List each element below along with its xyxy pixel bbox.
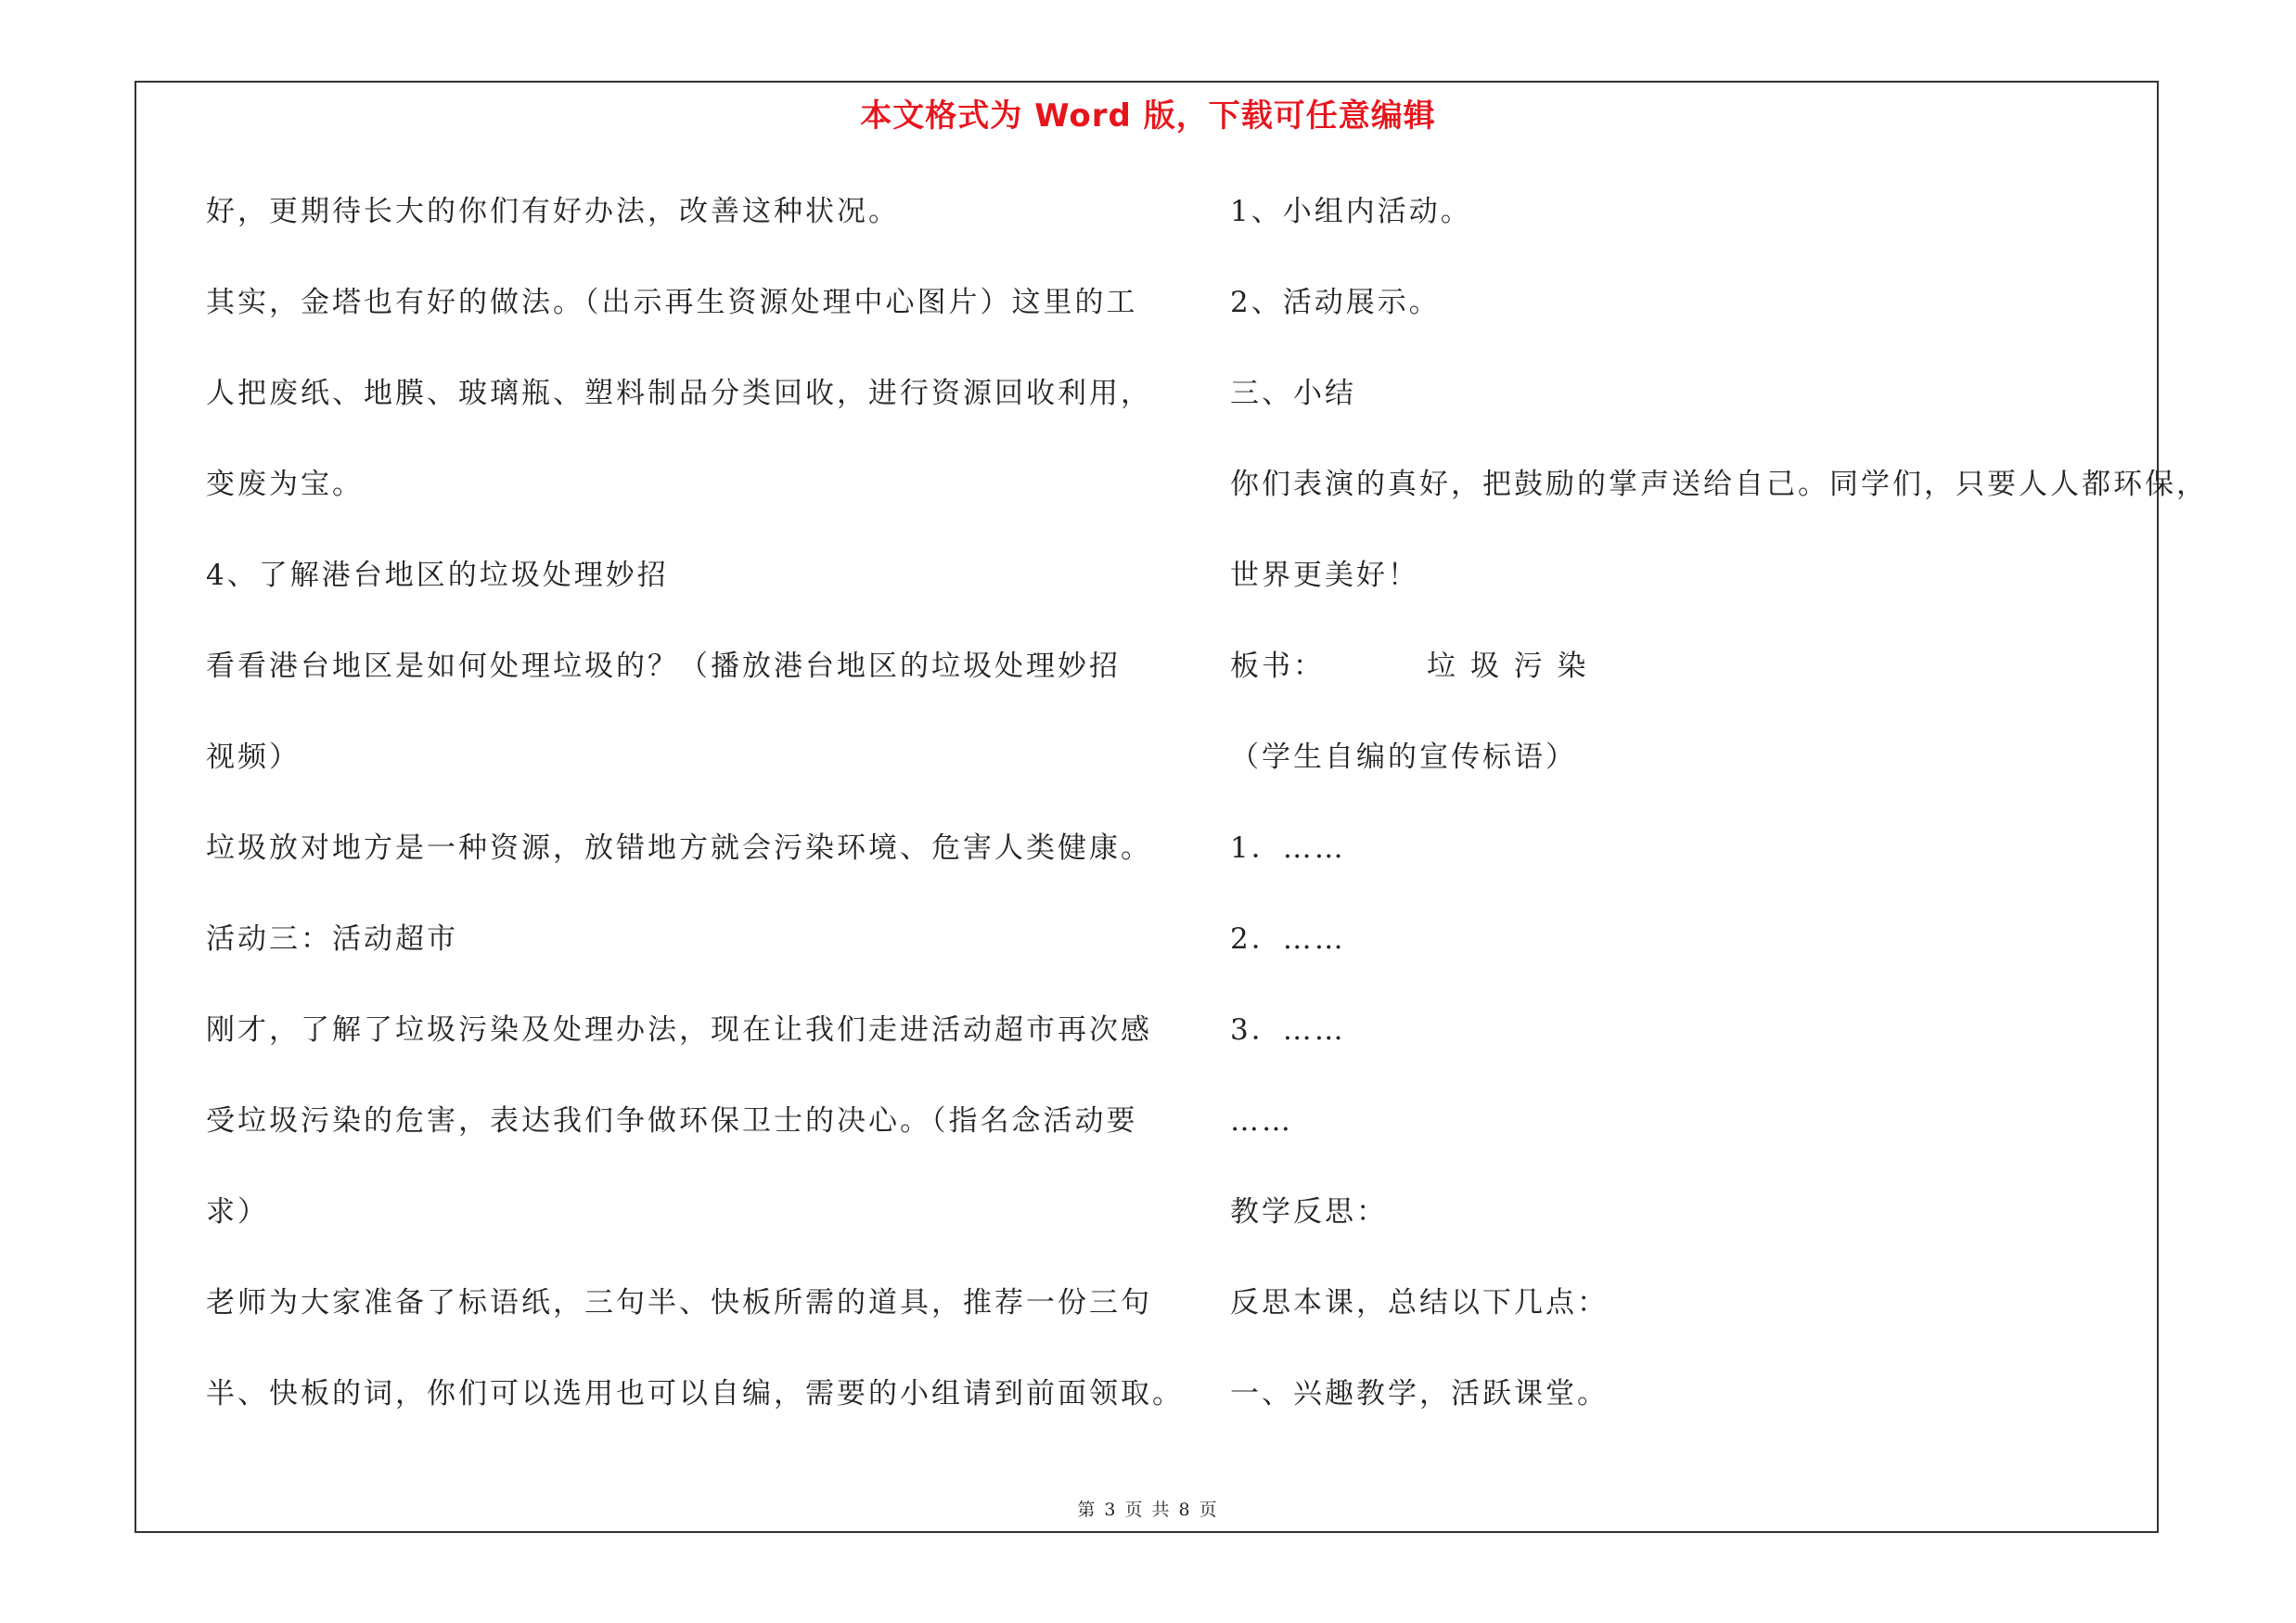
right-column bbox=[1230, 184, 2208, 1457]
left-line-14: 半、快板的词，你们可以选用也可以自编，需要的小组请到前面领取。 bbox=[206, 1377, 1184, 1410]
right-line-2: 2、活动展示。 bbox=[1230, 286, 1441, 319]
left-line-4: 变废为宝。 bbox=[206, 468, 364, 501]
right-line-7: （学生自编的宣传标语） bbox=[1230, 741, 1577, 774]
right-line-11: …… bbox=[1230, 1104, 1293, 1138]
left-line-5: 4、了解港台地区的垃圾处理妙招 bbox=[206, 559, 669, 592]
left-column bbox=[206, 184, 1184, 1457]
left-line-12: 求） bbox=[206, 1195, 269, 1229]
left-line-1: 好，更期待长大的你们有好办法，改善这种状况。 bbox=[206, 195, 900, 228]
right-line-10: 3．…… bbox=[1230, 1013, 1346, 1047]
left-line-7: 视频） bbox=[206, 741, 301, 774]
right-line-14: 一、兴趣教学，活跃课堂。 bbox=[1230, 1377, 1609, 1410]
left-line-6: 看看港台地区是如何处理垃圾的？（播放港台地区的垃圾处理妙招 bbox=[206, 650, 1121, 683]
page-footer: 第 3 页 共 8 页 bbox=[1077, 1500, 1219, 1520]
left-line-8: 垃圾放对地方是一种资源，放错地方就会污染环境、危害人类健康。 bbox=[206, 831, 1152, 865]
left-line-10: 刚才，了解了垃圾污染及处理办法，现在让我们走进活动超市再次感 bbox=[206, 1013, 1152, 1047]
right-line-13: 反思本课，总结以下几点： bbox=[1230, 1286, 1609, 1320]
left-line-3: 人把废纸、地膜、玻璃瓶、塑料制品分类回收，进行资源回收利用， bbox=[206, 377, 1152, 410]
format-banner: 本文格式为 Word 版，下载可任意编辑 bbox=[860, 97, 1436, 135]
right-line-12: 教学反思： bbox=[1230, 1195, 1388, 1229]
board-line bbox=[1230, 638, 2167, 729]
left-line-9: 活动三：活动超市 bbox=[206, 922, 458, 956]
right-line-8: 1．…… bbox=[1230, 831, 1346, 865]
left-line-13: 老师为大家准备了标语纸，三句半、快板所需的道具，推荐一份三句 bbox=[206, 1286, 1152, 1320]
right-line-4: 你们表演的真好，把鼓励的掌声送给自己。同学们，只要人人都环保， bbox=[1230, 468, 2208, 501]
left-line-2: 其实，金塔也有好的做法。（出示再生资源处理中心图片）这里的工 bbox=[206, 286, 1138, 319]
right-line-5: 世界更美好！ bbox=[1230, 559, 1419, 592]
left-line-11: 受垃圾污染的危害，表达我们争做环保卫士的决心。（指名念活动要 bbox=[206, 1104, 1138, 1138]
right-line-1: 1、小组内活动。 bbox=[1230, 195, 1472, 228]
board-label: 板书： bbox=[1230, 650, 1325, 683]
right-line-3: 三、小结 bbox=[1230, 377, 1356, 410]
right-line-9: 2．…… bbox=[1230, 922, 1346, 956]
board-title: 垃 圾 污 染 bbox=[1427, 650, 1589, 683]
